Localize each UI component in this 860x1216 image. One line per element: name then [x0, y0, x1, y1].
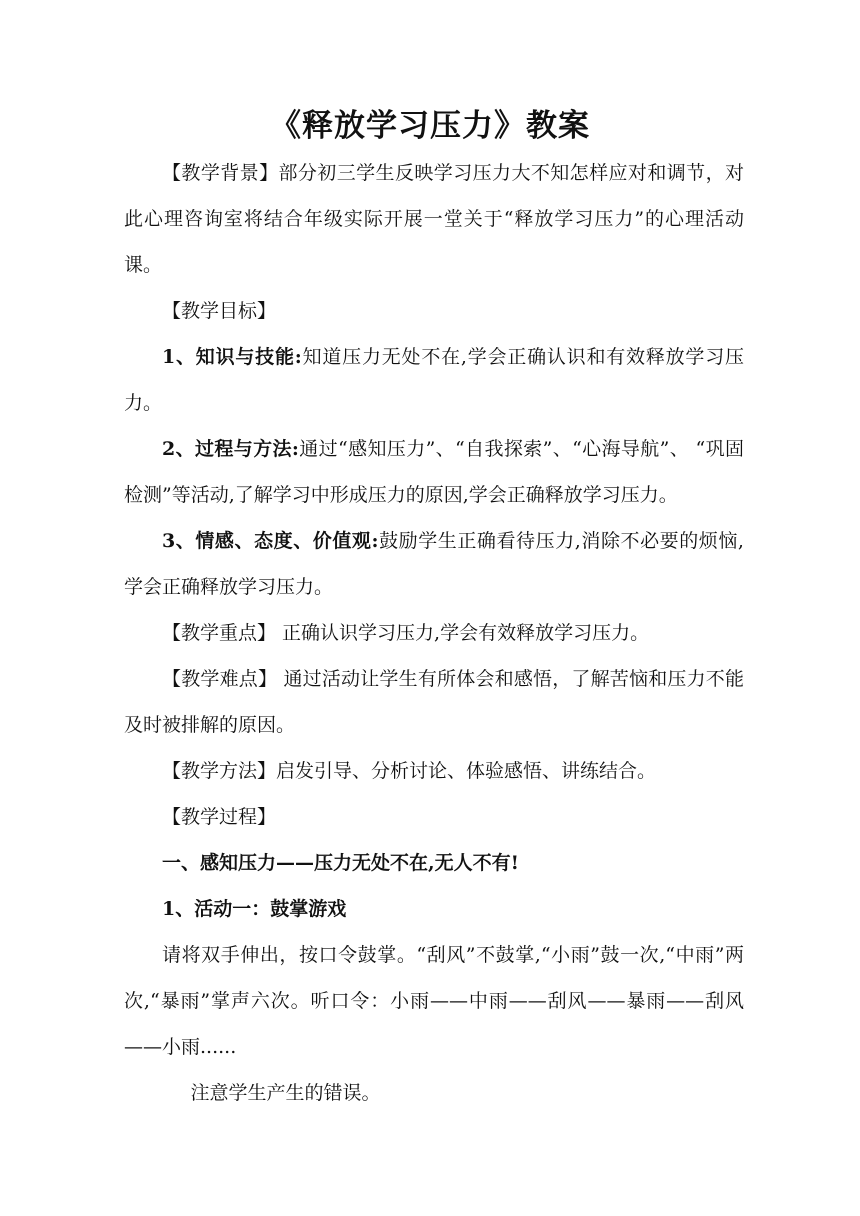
key-point-paragraph	[124, 610, 744, 656]
goals-heading: 【教学目标】	[162, 300, 277, 322]
section1-title: 一、感知压力——压力无处不在,无人不有!	[162, 852, 519, 874]
background-text: 部分初三学生反映学习压力大不知怎样应对和调节，对此心理咨询室将结合年级实际开展一堂关于“释放学习压力”的心理活动课。	[124, 162, 744, 276]
goal-knowledge-label: 1、知识与技能:	[162, 346, 302, 368]
method-label: 【教学方法】	[162, 760, 277, 782]
method-paragraph	[124, 748, 744, 794]
goal-attitude	[124, 518, 744, 610]
goal-process-label: 2、过程与方法:	[162, 438, 299, 460]
goal-process	[124, 426, 744, 518]
document-title: 《释放学习压力》教案	[270, 108, 590, 144]
key-point-text: 正确认识学习压力,学会有效释放学习压力。	[276, 622, 650, 644]
activity1-text: 请将双手伸出，按口令鼓掌。“刮风”不鼓掌,“小雨”鼓一次,“中雨”两次,“暴雨”掌声六次。听口令：小雨——中雨——刮风——暴雨——刮风——小雨......	[124, 944, 744, 1058]
activity1-title: 1、活动一：鼓掌游戏	[162, 898, 347, 920]
difficulty-label: 【教学难点】	[162, 668, 278, 690]
goal-knowledge	[124, 334, 744, 426]
process-heading: 【教学过程】	[162, 806, 277, 828]
goal-attitude-text: 鼓励学生正确看待压力,消除不必要的烦恼,学会正确释放学习压力。	[124, 530, 744, 598]
background-paragraph	[124, 150, 744, 288]
difficulty-text: 通过活动让学生有所体会和感悟，了解苦恼和压力不能及时被排解的原因。	[124, 668, 744, 736]
document-body	[124, 150, 744, 1116]
method-text: 启发引导、分析讨论、体验感悟、讲练结合。	[276, 760, 657, 782]
key-point-label: 【教学重点】	[162, 622, 277, 644]
goal-attitude-label: 3、情感、态度、价值观:	[162, 530, 379, 552]
background-label: 【教学背景】	[162, 162, 279, 184]
note-paragraph: 注意学生产生的错误。	[190, 1082, 381, 1104]
goal-process-text: 通过“感知压力”、“自我探索”、“心海导航”、 “巩固检测”等活动,了解学习中形成压力的原因,学会正确释放学习压力。	[124, 438, 744, 506]
goal-knowledge-text: 知道压力无处不在,学会正确认识和有效释放学习压力。	[124, 346, 745, 414]
difficulty-paragraph	[124, 656, 744, 748]
